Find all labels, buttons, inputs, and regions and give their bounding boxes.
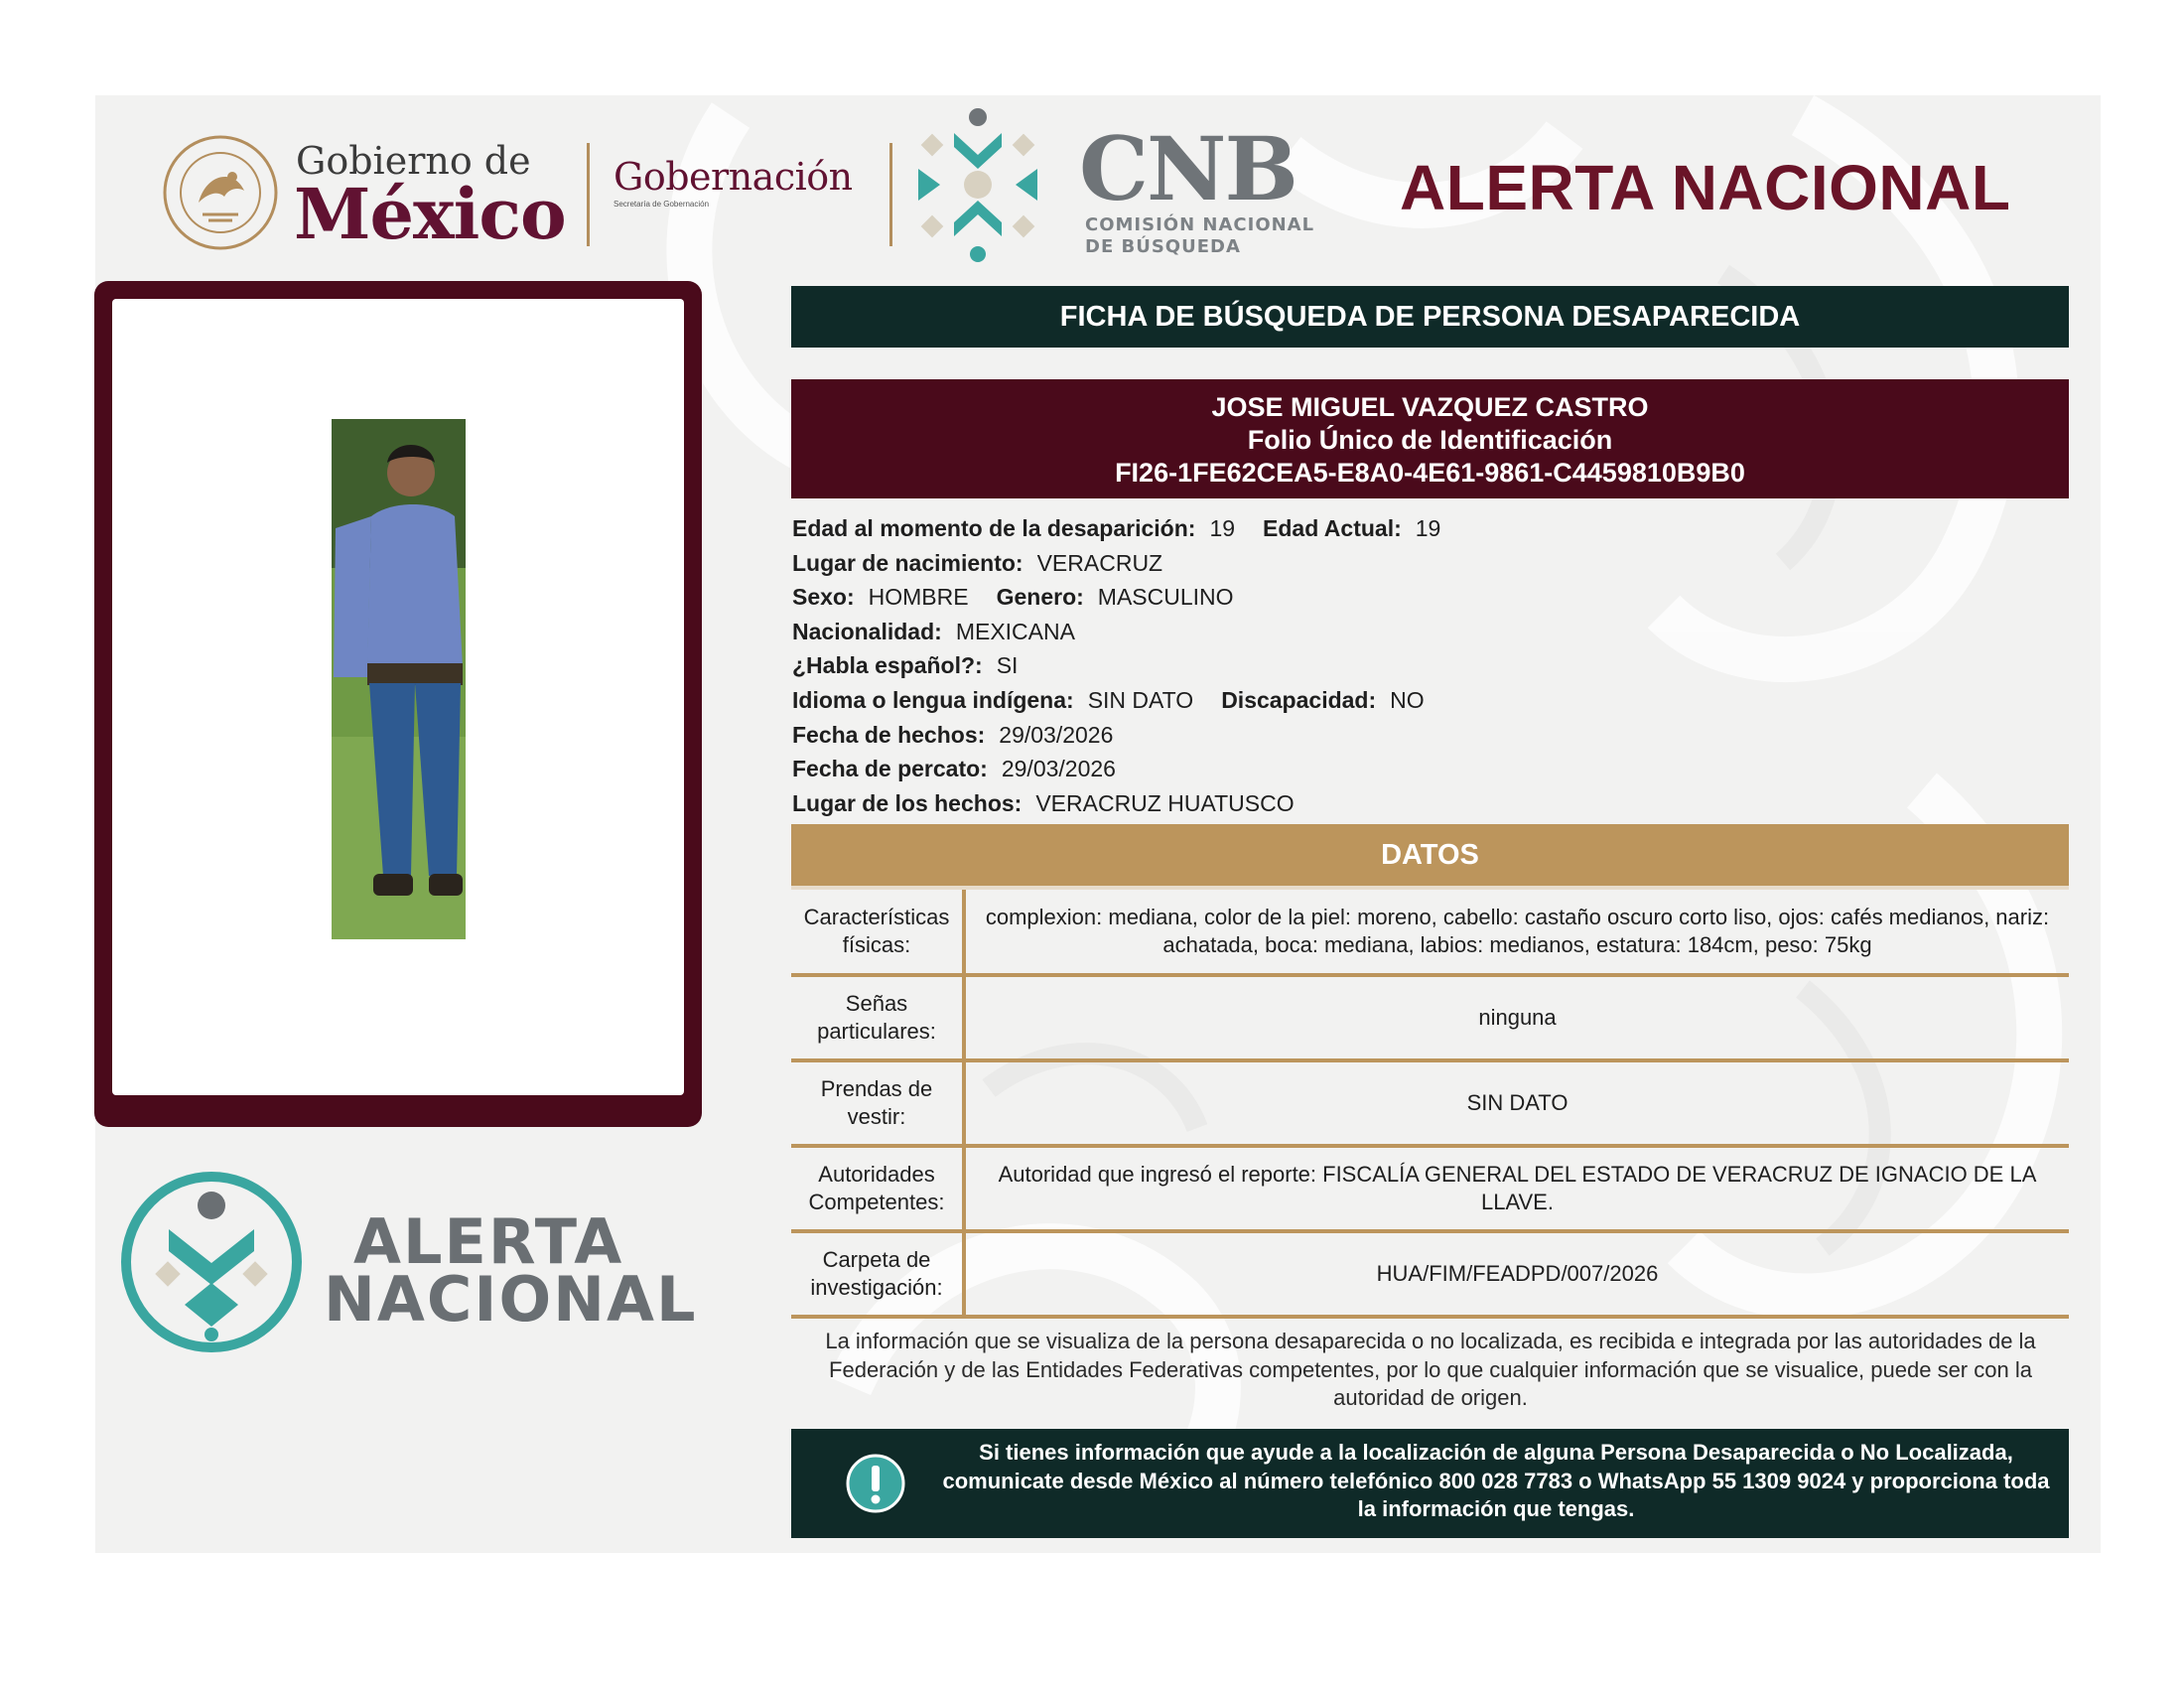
edad-actual-label: Edad Actual: <box>1263 515 1402 541</box>
fecha-percato-label: Fecha de percato: <box>792 756 988 782</box>
info-row-fecha-percato <box>792 752 2063 786</box>
row-label: Señas particulares: <box>791 975 964 1060</box>
info-row-habla-espanol <box>792 648 2063 683</box>
header-divider <box>587 143 590 246</box>
info-row-fecha-hechos <box>792 718 2063 753</box>
row-value: HUA/FIM/FEADPD/007/2026 <box>964 1231 2069 1317</box>
table-row <box>791 1060 2069 1146</box>
gobierno-de-mexico-logo <box>159 133 576 255</box>
idioma-label: Idioma o lengua indígena: <box>792 686 1074 713</box>
info-row-idioma <box>792 683 2063 718</box>
gob-line1: Gobierno de <box>296 139 531 183</box>
edad-desaparicion-value: 19 <box>1209 515 1236 541</box>
table-row <box>791 890 2069 975</box>
alerta-nacional-mark-icon <box>117 1168 306 1356</box>
ficha-title: FICHA DE BÚSQUEDA DE PERSONA DESAPARECIDA <box>791 286 2069 348</box>
lugar-nacimiento-label: Lugar de nacimiento: <box>792 549 1024 576</box>
info-row-edad <box>792 511 2063 546</box>
folio-id: FI26-1FE62CEA5-E8A0-4E61-9861-C4459810B9B0 <box>1115 458 1745 488</box>
gobernacion-logo <box>614 155 852 214</box>
table-row <box>791 1146 2069 1231</box>
alerta-logo-word1: ALERTA <box>353 1205 624 1278</box>
row-label: Carpeta de investigación: <box>791 1231 964 1317</box>
edad-desaparicion-label: Edad al momento de la desaparición: <box>792 515 1196 541</box>
disclaimer-text: La información que se visualiza de la persona desaparecida o no localizada, es recibida e integrada por las autoridades de la Federación y de las Entidades Federativas competentes, por lo que cualquier información que se visualice, puede ser con la autoridad de origen. <box>825 1329 2036 1410</box>
table-row <box>791 975 2069 1060</box>
info-row-lugar-hechos <box>792 786 2063 821</box>
fecha-hechos-value: 29/03/2026 <box>999 721 1114 748</box>
folio-label: Folio Único de Identificación <box>1247 425 1613 455</box>
info-row-nacionalidad <box>792 615 2063 649</box>
row-label: Características físicas: <box>791 890 964 975</box>
habla-espanol-value: SI <box>996 652 1019 679</box>
header-title: ALERTA NACIONAL <box>1400 152 2011 223</box>
cnb-mark-icon <box>898 107 1057 266</box>
row-value: complexion: mediana, color de la piel: moreno, cabello: castaño oscuro corto liso, ojos: cafés medianos, nariz: achatada, boca: mediana, labios: medianos, estatura: 184cm, peso: 75kg <box>964 890 2069 975</box>
contact-box <box>791 1429 2069 1538</box>
datos-header: DATOS <box>791 824 2069 890</box>
cnb-title: CNB <box>1079 117 1297 220</box>
cnb-subtitle-line2: DE BÚSQUEDA <box>1085 236 1241 257</box>
row-value: SIN DATO <box>964 1060 2069 1146</box>
row-value: Autoridad que ingresó el reporte: FISCALÍA GENERAL DEL ESTADO DE VERACRUZ DE IGNACIO DE LA LLAVE. <box>964 1146 2069 1231</box>
genero-label: Genero: <box>996 584 1084 611</box>
person-name-box <box>791 379 2069 498</box>
info-row-nacimiento <box>792 546 2063 581</box>
genero-value: MASCULINO <box>1097 584 1234 611</box>
discapacidad-value: NO <box>1390 686 1425 713</box>
gob-line2: México <box>294 173 566 255</box>
exclamation-icon <box>845 1453 906 1514</box>
person-name: JOSE MIGUEL VAZQUEZ CASTRO <box>1211 392 1649 422</box>
cnb-subtitle-line1: COMISIÓN NACIONAL <box>1085 214 1315 235</box>
info-row-sexo <box>792 580 2063 615</box>
sexo-label: Sexo: <box>792 584 855 611</box>
sexo-value: HOMBRE <box>868 584 969 611</box>
fecha-hechos-label: Fecha de hechos: <box>792 721 986 748</box>
gobernacion-title: Gobernación <box>614 155 853 199</box>
nacionalidad-value: MEXICANA <box>955 618 1075 644</box>
fecha-percato-value: 29/03/2026 <box>1001 756 1116 782</box>
cnb-subtitle <box>1085 214 1314 258</box>
row-value: ninguna <box>964 975 2069 1060</box>
missing-person-photo <box>332 419 466 939</box>
row-label: Prendas de vestir: <box>791 1060 964 1146</box>
contact-text: Si tienes información que ayude a la localización de alguna Persona Desaparecida o No Localizada, comunicate desde México al número telefónico 800 028 7783 o WhatsApp 55 1309 9024 y proporciona toda la información que tengas. <box>942 1440 2050 1521</box>
gobernacion-subtitle: Secretaría de Gobernación <box>614 200 710 209</box>
edad-actual-value: 19 <box>1415 515 1441 541</box>
lugar-nacimiento-value: VERACRUZ <box>1036 549 1163 576</box>
table-row <box>791 1231 2069 1317</box>
mexico-seal-icon <box>159 133 282 252</box>
cnb-logo <box>898 107 1335 266</box>
header-divider <box>889 143 892 246</box>
idioma-value: SIN DATO <box>1087 686 1194 713</box>
row-label: Autoridades Competentes: <box>791 1146 964 1231</box>
datos-table <box>791 890 2069 1319</box>
nacionalidad-label: Nacionalidad: <box>792 618 942 644</box>
alerta-logo-word2: NACIONAL <box>324 1263 698 1336</box>
person-info <box>792 511 2063 820</box>
habla-espanol-label: ¿Habla español?: <box>792 652 983 679</box>
alerta-nacional-logo <box>117 1168 698 1356</box>
lugar-hechos-value: VERACRUZ HUATUSCO <box>1035 789 1295 816</box>
lugar-hechos-label: Lugar de los hechos: <box>792 789 1023 816</box>
discapacidad-label: Discapacidad: <box>1221 686 1377 713</box>
